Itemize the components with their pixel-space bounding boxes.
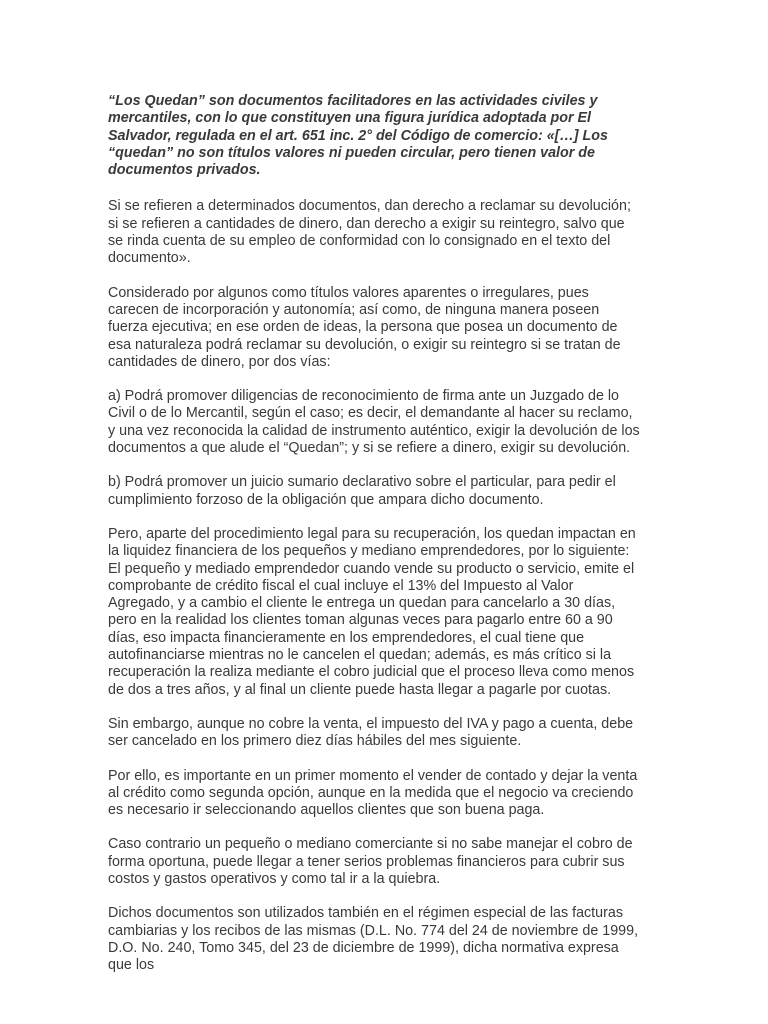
body-paragraph: Considerado por algunos como títulos valores aparentes o irregulares, pues carecen de incorporación y autonomía; así como, de ninguna manera poseen fuerza ejecutiva; en ese orden de ideas, la persona que posea un documento de esa naturaleza podrá reclamar su devolución, o exigir su reintegro si se tratan de cantidades de dinero, por dos vías:	[108, 284, 621, 370]
body-paragraph: b) Podrá promover un juicio sumario declarativo sobre el particular, para pedir el cumplimiento forzoso de la obligación que ampara dicho documento.	[108, 474, 616, 508]
body-paragraph: Dichos documentos son utilizados también en el régimen especial de las facturas cambiarias y los recibos de las mismas (D.L. No. 774 del 24 de noviembre de 1999, D.O. No. 240, Tomo 345, del 23 de diciembre de 1999), dicha normativa expresa que los	[108, 905, 639, 974]
intro-paragraph: “Los Quedan” son documentos facilitadores en las actividades civiles y mercantiles, con lo que constituyen una figura jurídica adoptada por El Salvador, regulada en el art. 651 inc. 2° del Código de comercio: «[…] Los “quedan” no son títulos valores ni pueden circular, pero tienen valor de documentos privados.	[108, 93, 608, 179]
body-paragraph: a) Podrá promover diligencias de reconocimiento de firma ante un Juzgado de lo Civil o de lo Mercantil, según el caso; es decir, el demandante al hacer su reclamo, y una vez reconocida la calidad de instrumento auténtico, exigir la devolución de los documentos a que alude el “Quedan”; y si se refiere a dinero, exigir su devolución.	[108, 388, 640, 457]
body-paragraph: Por ello, es importante en un primer momento el vender de contado y dejar la venta al crédito como segunda opción, aunque en la medida que el negocio va creciendo es necesario ir seleccionando aquellos clientes que son buena paga.	[108, 767, 638, 819]
document-page	[108, 93, 640, 991]
body-paragraph: Sin embargo, aunque no cobre la venta, el impuesto del IVA y pago a cuenta, debe ser cancelado en los primero diez días hábiles del mes siguiente.	[108, 715, 634, 750]
body-paragraph: Caso contrario un pequeño o mediano comerciante si no sabe manejar el cobro de forma oportuna, puede llegar a tener serios problemas financieros para cubrir sus costos y gastos operativos y como tal ir a la quiebra.	[108, 836, 633, 887]
body-paragraph: Si se refieren a determinados documentos, dan derecho a reclamar su devolución; si se refieren a cantidades de dinero, dan derecho a exigir su reintegro, salvo que se rinda cuenta de su empleo de conformidad con lo consignado en el texto del documento».	[108, 198, 631, 267]
body-paragraph: Pero, aparte del procedimiento legal para su recuperación, los quedan impactan en la liquidez financiera de los pequeños y mediano emprendedores, por lo siguiente: El pequeño y mediado emprendedor cuando vende su producto o servicio, emite el comprobante de crédito fiscal el cual incluye el 13% del Impuesto al Valor Agregado, y a cambio el cliente le entrega un quedan para cancelarlo a 30 días, pero en la realidad los clientes toman algunas veces para pagarlo entre 60 a 90 días, eso impacta financieramente en los emprendedores, el cual tiene que autofinanciarse mientras no le cancelen el quedan; además, es más crítico si la recuperación la realiza mediante el cobro judicial que el proceso lleva como menos de dos a tres años, y al final un cliente puede hasta llegar a pagarle por cuotas.	[108, 525, 636, 698]
